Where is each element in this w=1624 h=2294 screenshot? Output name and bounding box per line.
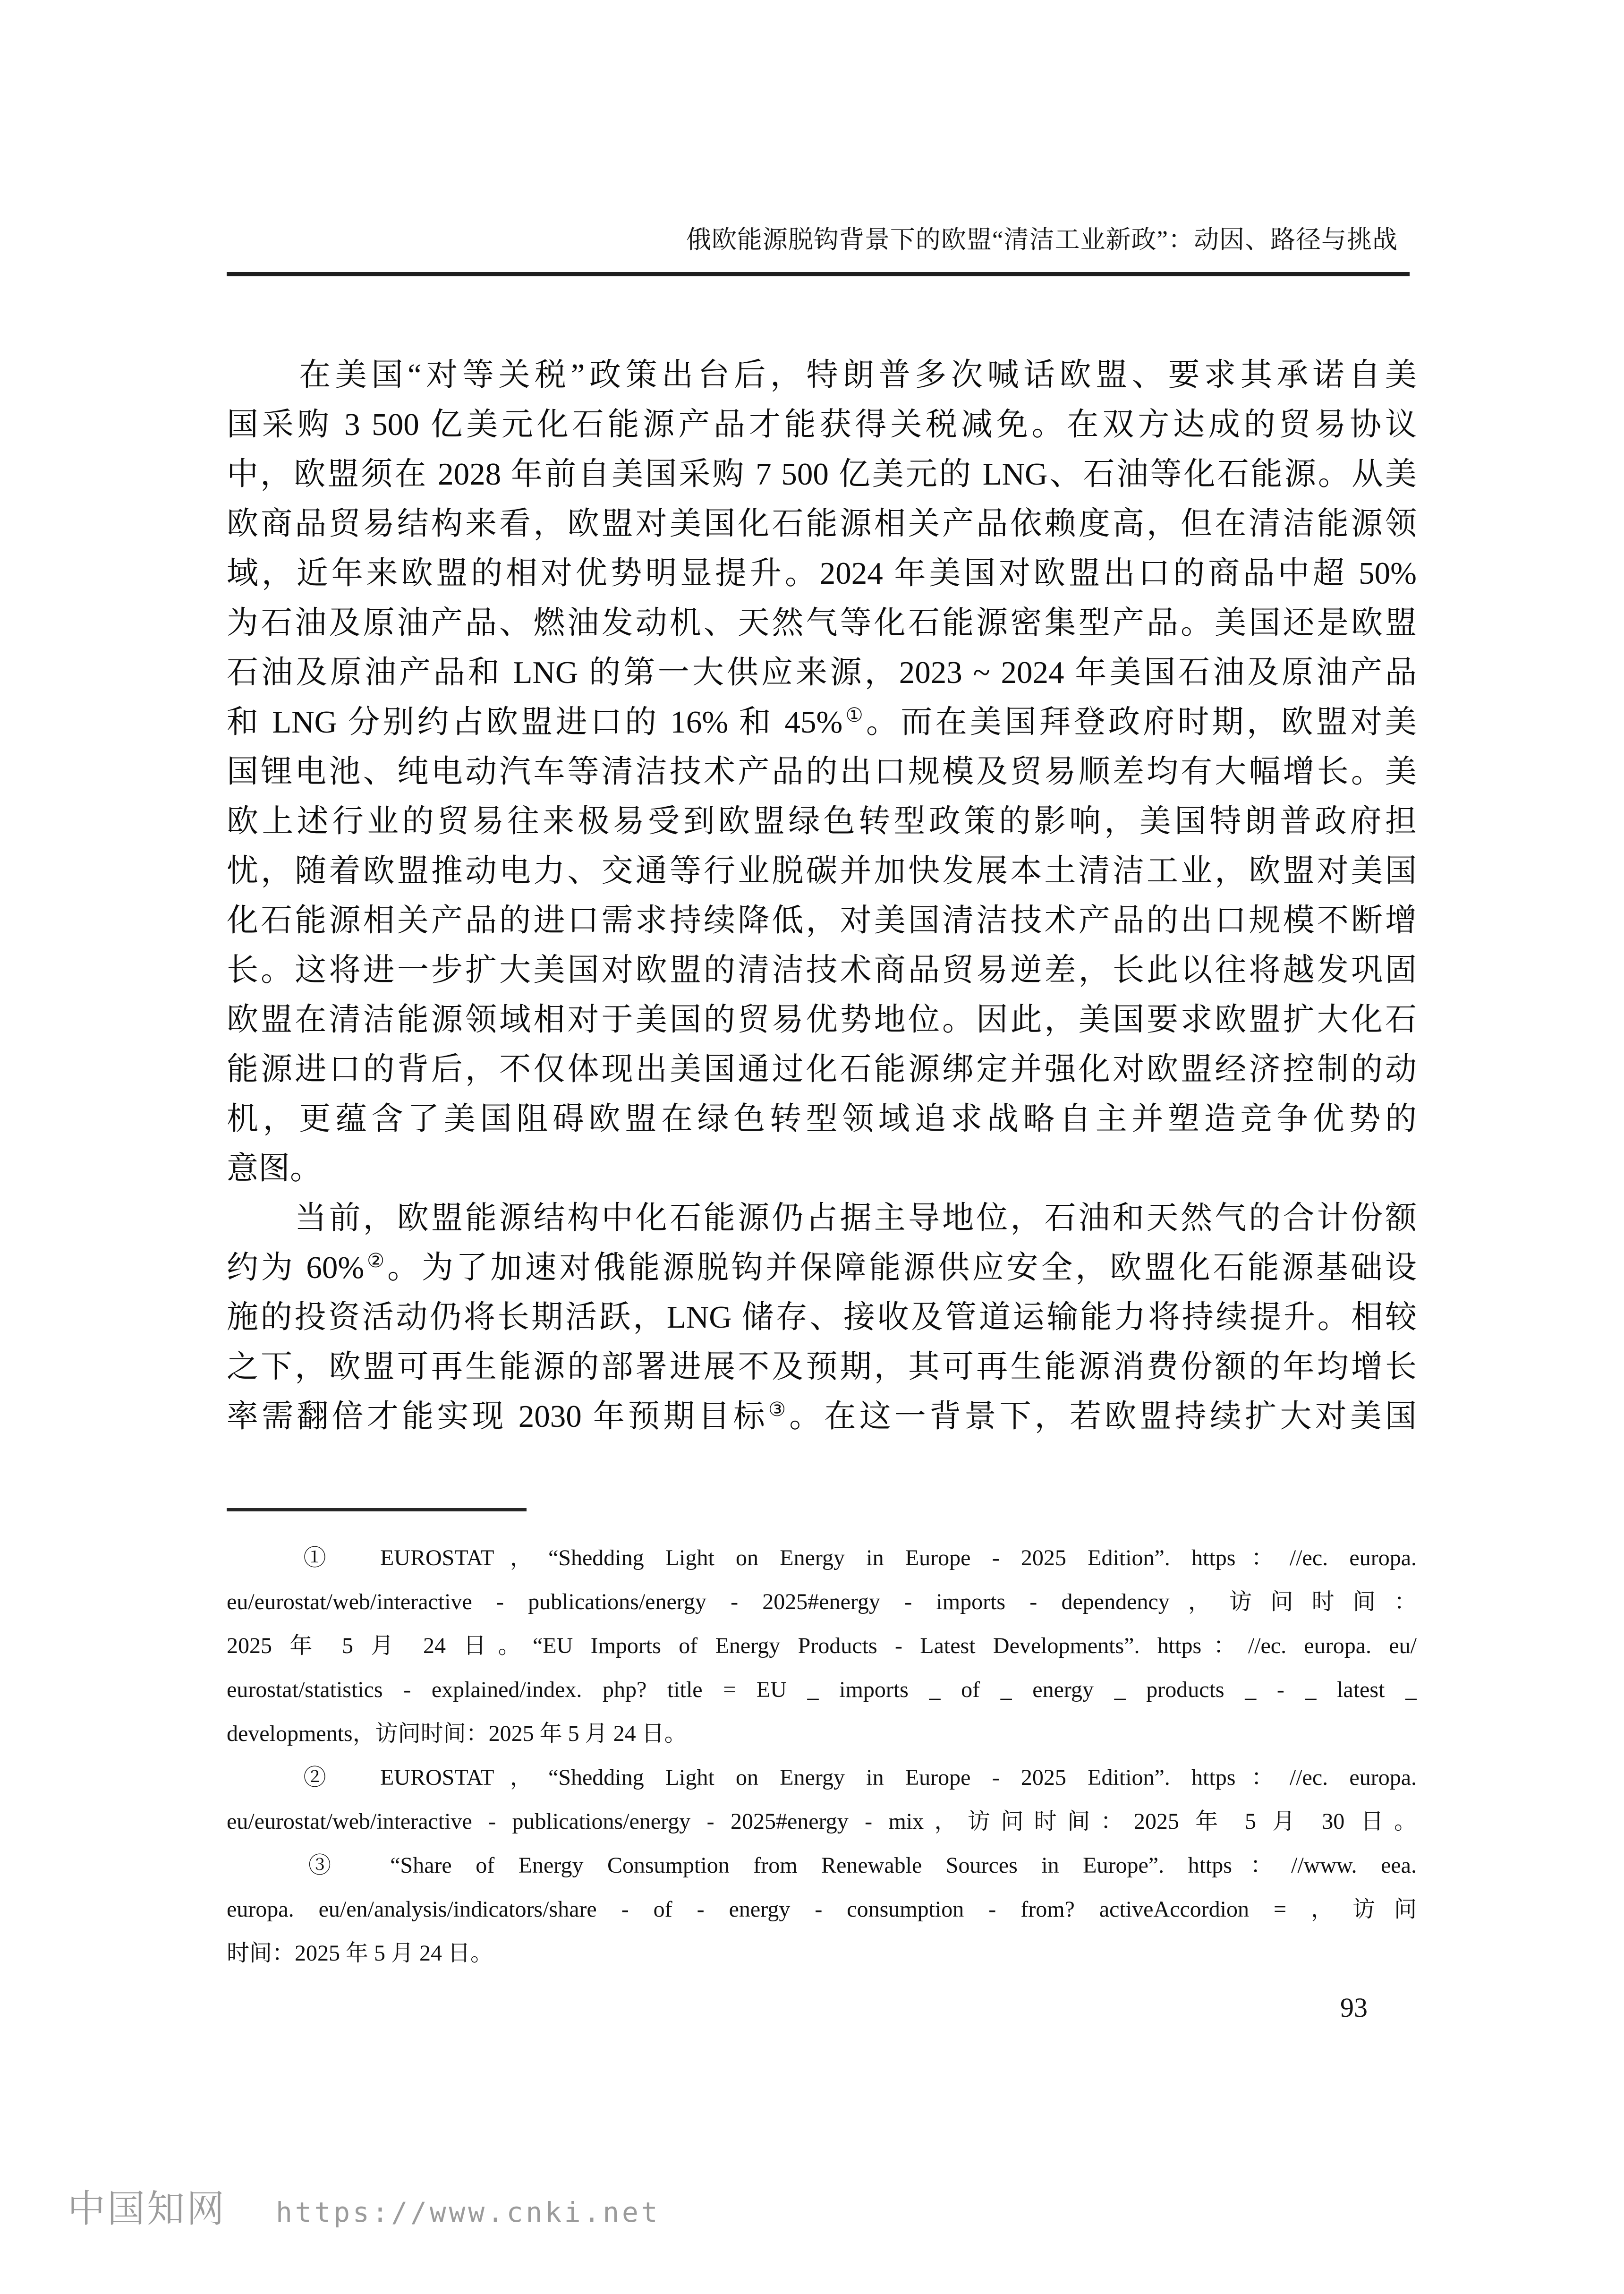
- footnote-ref: ②: [364, 1250, 388, 1272]
- text-line: 欧盟在清洁能源领域相对于美国的贸易优势地位。因此，美国要求欧盟扩大化石: [227, 1002, 1417, 1037]
- text-line: 域，近年来欧盟的相对优势明显提升。2024 年美国对欧盟出口的商品中超 50%: [227, 556, 1417, 591]
- text-line: 国锂电池、纯电动汽车等清洁技术产品的出口规模及贸易顺差均有大幅增长。美: [227, 754, 1417, 789]
- text-line: 国采购 3 500 亿美元化石能源产品才能获得关税减免。在双方达成的贸易协议: [227, 407, 1417, 442]
- text-line: 欧上述行业的贸易往来极易受到欧盟绿色转型政策的影响，美国特朗普政府担: [227, 804, 1417, 839]
- text-line: 能源进口的背后，不仅体现出美国通过化石能源绑定并强化对欧盟经济控制的动: [227, 1052, 1417, 1087]
- body-paragraph-2: [227, 1194, 1417, 1441]
- text-line: 约为 60%②。为了加速对俄能源脱钩并保障能源供应安全，欧盟化石能源基础设: [227, 1250, 1417, 1285]
- text-line: 2025 年 5 月 24 日。“EU Imports of Energy Products - Latest Developments”. https：//ec. europa. eu/: [227, 1633, 1417, 1658]
- text-line: ③ “Share of Energy Consumption from Renewable Sources in Europe”. https：//www. eea.: [227, 1853, 1417, 1878]
- text-line: 施的投资活动仍将长期活跃，LNG 储存、接收及管道运输能力将持续提升。相较: [227, 1300, 1417, 1335]
- running-head-title: 俄欧能源脱钩背景下的欧盟“清洁工业新政”：动因、路径与挑战: [686, 226, 1398, 254]
- text-line: 机，更蕴含了美国阻碍欧盟在绿色转型领域追求战略自主并塑造竞争优势的: [227, 1101, 1417, 1136]
- text-line: 意图。: [227, 1151, 322, 1186]
- text-line: 中，欧盟须在 2028 年前自美国采购 7 500 亿美元的 LNG、石油等化石能源。从美: [227, 457, 1417, 492]
- text-line: 忧，随着欧盟推动电力、交通等行业脱碳并加快发展本土清洁工业，欧盟对美国: [227, 853, 1417, 888]
- text-line: developments，访问时间：2025 年 5 月 24 日。: [227, 1721, 687, 1746]
- text-line: 欧商品贸易结构来看，欧盟对美国化石能源相关产品依赖度高，但在清洁能源领: [227, 506, 1417, 541]
- text-line: 在美国“对等关税”政策出台后，特朗普多次喊话欧盟、要求其承诺自美: [227, 358, 1417, 392]
- text-line: 石油及原油产品和 LNG 的第一大供应来源，2023 ~ 2024 年美国石油及原油产品: [227, 655, 1417, 690]
- text-line: 之下，欧盟可再生能源的部署进展不及预期，其可再生能源消费份额的年均增长: [227, 1349, 1417, 1384]
- text-line: 长。这将进一步扩大美国对欧盟的清洁技术商品贸易逆差，长此以往将越发巩固: [227, 953, 1417, 988]
- footnote-divider: [227, 1508, 527, 1511]
- footnote-1: [227, 1536, 1417, 1756]
- text-line: eu/eurostat/web/interactive - publications/energy - 2025#energy - imports - dependency，访问时间：: [227, 1589, 1417, 1614]
- text-line: 时间：2025 年 5 月 24 日。: [227, 1941, 493, 1966]
- text-line: 化石能源相关产品的进口需求持续降低，对美国清洁技术产品的出口规模不断增: [227, 903, 1417, 938]
- text-line: 当前，欧盟能源结构中化石能源仍占据主导地位，石油和天然气的合计份额: [227, 1201, 1417, 1236]
- text-line: 率需翻倍才能实现 2030 年预期目标③。在这一背景下，若欧盟持续扩大对美国: [227, 1399, 1417, 1434]
- text-line: ① EUROSTAT，“Shedding Light on Energy in Europe - 2025 Edition”. https：//ec. europa.: [227, 1545, 1417, 1570]
- text-line: europa. eu/en/analysis/indicators/share - of - energy - consumption - from? activeAccordion = ，访问: [227, 1897, 1417, 1922]
- body-paragraph-1: [227, 350, 1417, 1194]
- cnki-url-text: https://www.cnki.net: [276, 2196, 661, 2228]
- text-line: ② EUROSTAT，“Shedding Light on Energy in Europe - 2025 Edition”. https：//ec. europa.: [227, 1765, 1417, 1790]
- cnki-logo: 中国知网: [68, 2189, 226, 2230]
- watermark: [68, 2187, 660, 2232]
- footnote-2: [227, 1756, 1417, 1843]
- text-line: eu/eurostat/web/interactive - publications/energy - 2025#energy - mix，访问时间：2025 年 5 月 30 日。: [227, 1809, 1417, 1834]
- page-number: 93: [1340, 1992, 1368, 2023]
- text-line: 为石油及原油产品、燃油发动机、天然气等化石能源密集型产品。美国还是欧盟: [227, 605, 1417, 640]
- article-body: [227, 350, 1417, 1441]
- footnote-ref: ③: [768, 1399, 790, 1421]
- footnote-3: [227, 1843, 1417, 1975]
- text-line: eurostat/statistics - explained/index. php? title = EU _ imports _ of _ energy _ products _ - _ latest _: [227, 1677, 1417, 1702]
- footnote-ref: ①: [842, 704, 867, 726]
- header-divider: [227, 272, 1410, 276]
- footnotes-block: [227, 1536, 1417, 1975]
- text-line: 和 LNG 分别约占欧盟进口的 16% 和 45%①。而在美国拜登政府时期，欧盟对美: [227, 704, 1417, 740]
